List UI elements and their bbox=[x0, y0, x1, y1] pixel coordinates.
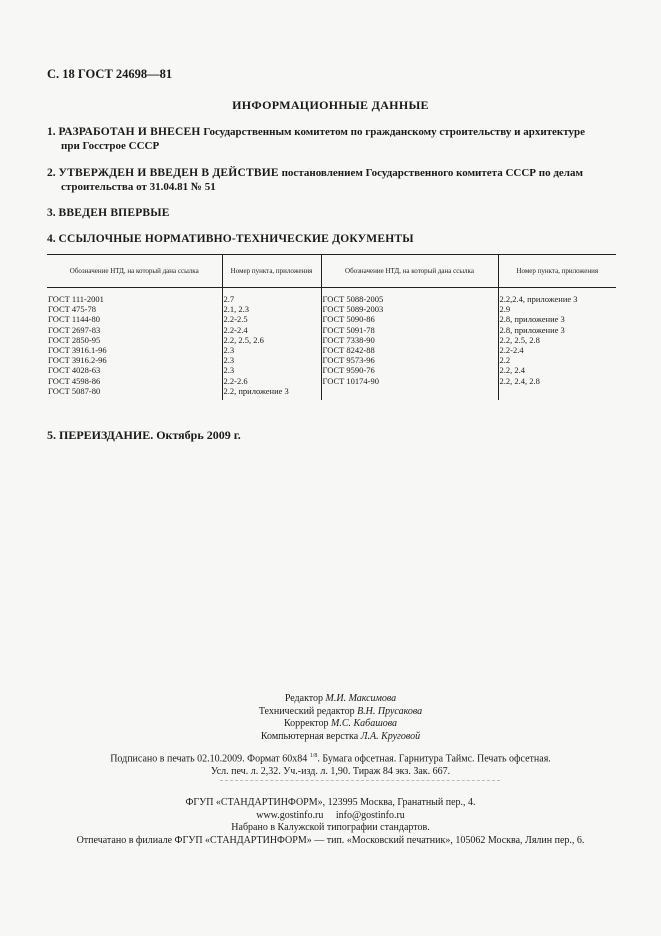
item-text: Государственным комитетом по гражданскому строительству и архитектуре bbox=[203, 126, 586, 138]
clause-number: 2.7 bbox=[222, 288, 321, 305]
doc-designation: ГОСТ 5088-2005 bbox=[321, 288, 498, 305]
print-format-fraction: 1/8 bbox=[309, 753, 318, 759]
item-text: постановлением Государственного комитета СССР по делам bbox=[281, 167, 583, 179]
table-row bbox=[47, 314, 616, 324]
doc-designation: ГОСТ 4028-63 bbox=[47, 365, 222, 375]
doc-designation: ГОСТ 475-78 bbox=[47, 304, 222, 314]
printed-note: Отпечатано в филиале ФГУП «СТАНДАРТИНФОРМ» — тип. «Московский печатник», 105062 Москва, Лялин пер., 6. bbox=[76, 834, 585, 846]
clause-number: 2.8, приложение 3 bbox=[499, 324, 565, 335]
item-lead: ССЫЛОЧНЫЕ НОРМАТИВНО-ТЕХНИЧЕСКИЕ ДОКУМЕНТЫ bbox=[58, 233, 414, 245]
doc-designation: ГОСТ 9573-96 bbox=[321, 355, 498, 365]
clause-number: 2.2 bbox=[499, 355, 511, 366]
print-paper: . Бумага офсетная. Гарнитура Таймс. Печать офсетная. bbox=[317, 753, 551, 765]
table-row bbox=[47, 288, 616, 305]
print-format: Подписано в печать 02.10.2009. Формат 60x84 bbox=[110, 753, 308, 765]
table-row bbox=[47, 325, 616, 335]
item-number: 3. bbox=[47, 207, 56, 219]
publisher-web: www.gostinfo.ru info@gostinfo.ru bbox=[256, 809, 405, 821]
table-row bbox=[47, 386, 616, 400]
clause-number: 2.2, приложение 3 bbox=[222, 386, 321, 400]
clause-number bbox=[498, 386, 616, 400]
reissue-note: 5. ПЕРЕИЗДАНИЕ. Октябрь 2009 г. bbox=[47, 428, 241, 442]
doc-designation: ГОСТ 3916.1-96 bbox=[47, 345, 222, 355]
credit-role: Компьютерная верстка bbox=[260, 730, 359, 742]
publisher-address: ФГУП «СТАНДАРТИНФОРМ», 123995 Москва, Гранатный пер., 4. bbox=[185, 797, 476, 808]
doc-designation: ГОСТ 2697-83 bbox=[47, 325, 222, 335]
credit-layout bbox=[0, 731, 661, 744]
typeset-note: Набрано в Калужской типографии стандартов. bbox=[231, 822, 430, 833]
credit-person: М.И. Максимова bbox=[325, 693, 397, 704]
print-info-line1 bbox=[0, 750, 661, 766]
clause-number: 2.2-2.6 bbox=[222, 376, 321, 386]
table-row bbox=[47, 304, 616, 314]
clause-number: 2.2, 2.4 bbox=[499, 365, 525, 376]
doc-designation: ГОСТ 5090-86 bbox=[321, 314, 498, 324]
clause-number: 2.2, 2.4, 2.8 bbox=[499, 375, 540, 386]
section-title: ИНФОРМАЦИОННЫЕ ДАННЫЕ bbox=[232, 98, 429, 112]
clause-number: 2.9 bbox=[499, 304, 511, 315]
clause-number: 2.3 bbox=[222, 345, 321, 355]
doc-designation: ГОСТ 5089-2003 bbox=[321, 304, 498, 314]
clause-number: 2.2, 2.5, 2.8 bbox=[499, 334, 540, 345]
clause-number: 2.2, 2.5, 2.6 bbox=[222, 335, 321, 345]
doc-designation bbox=[321, 386, 498, 400]
clause-number: 2.3 bbox=[222, 365, 321, 375]
column-header: Номер пункта, приложения bbox=[498, 255, 616, 288]
item-lead: ВВЕДЕН ВПЕРВЫЕ bbox=[58, 207, 170, 219]
print-info-line2: Усл. печ. л. 2,32. Уч.-изд. л. 1,90. Тираж 84 экз. Зак. 667. bbox=[210, 765, 451, 777]
item-continuation: при Госстрое СССР bbox=[61, 140, 160, 152]
doc-designation: ГОСТ 10174-90 bbox=[321, 376, 498, 386]
doc-designation: ГОСТ 5091-78 bbox=[321, 325, 498, 335]
credit-editor bbox=[0, 693, 661, 706]
doc-designation: ГОСТ 4598-86 bbox=[47, 376, 222, 386]
publisher-footer bbox=[0, 797, 661, 847]
item-number: 4. bbox=[47, 233, 56, 245]
divider bbox=[220, 780, 500, 781]
clause-number: 2.8, приложение 3 bbox=[499, 314, 565, 325]
doc-designation: ГОСТ 9590-76 bbox=[321, 365, 498, 375]
credit-person: В.Н. Прусакова bbox=[357, 705, 423, 717]
table-row bbox=[47, 345, 616, 355]
doc-designation: ГОСТ 111-2001 bbox=[47, 288, 222, 305]
clause-number: 2.1, 2.3 bbox=[222, 304, 321, 314]
print-info bbox=[0, 750, 661, 778]
credit-tech-editor bbox=[0, 706, 661, 719]
table-row bbox=[47, 365, 616, 375]
credit-corrector bbox=[0, 718, 661, 731]
credit-person: М.С. Кабашова bbox=[331, 718, 398, 729]
credit-role: Технический редактор bbox=[258, 705, 355, 717]
doc-designation: ГОСТ 7338-90 bbox=[321, 335, 498, 345]
credit-role: Редактор bbox=[284, 693, 324, 704]
doc-designation: ГОСТ 5087-80 bbox=[47, 386, 222, 400]
page-header: С. 18 ГОСТ 24698—81 bbox=[47, 67, 173, 81]
item-continuation: строительства от 31.04.81 № 51 bbox=[61, 181, 216, 193]
table-row bbox=[47, 335, 616, 345]
column-header: Обозначение НТД, на который дана ссылка bbox=[47, 255, 222, 288]
clause-number: 2.2-2.4 bbox=[499, 345, 524, 356]
item-references bbox=[47, 232, 617, 246]
clause-number: 2.2,2.4, приложение 3 bbox=[499, 294, 578, 304]
clause-number: 2.3 bbox=[222, 355, 321, 365]
references-table bbox=[47, 254, 616, 400]
item-number: 2. bbox=[47, 167, 56, 179]
doc-designation: ГОСТ 3916.2-96 bbox=[47, 355, 222, 365]
credit-role: Корректор bbox=[283, 718, 329, 729]
clause-number: 2.2-2.4 bbox=[222, 325, 321, 335]
column-header: Номер пункта, приложения bbox=[222, 255, 321, 288]
table-row bbox=[47, 355, 616, 365]
item-developed bbox=[47, 125, 617, 153]
doc-designation: ГОСТ 8242-88 bbox=[321, 345, 498, 355]
column-header: Обозначение НТД, на который дана ссылка bbox=[321, 255, 498, 288]
item-lead: РАЗРАБОТАН И ВНЕСЕН bbox=[58, 126, 201, 138]
doc-designation: ГОСТ 2850-95 bbox=[47, 335, 222, 345]
item-approved bbox=[47, 166, 617, 194]
doc-designation: ГОСТ 1144-80 bbox=[47, 314, 222, 324]
credits-block bbox=[0, 693, 661, 743]
table-header-row bbox=[47, 255, 616, 288]
table-row bbox=[47, 376, 616, 386]
credit-person: Л.А. Круговой bbox=[360, 730, 421, 742]
item-number: 1. bbox=[47, 126, 56, 138]
item-lead: УТВЕРЖДЕН И ВВЕДЕН В ДЕЙСТВИЕ bbox=[58, 167, 279, 179]
item-first-introduced bbox=[47, 206, 617, 220]
clause-number: 2.2-2.5 bbox=[222, 314, 321, 324]
